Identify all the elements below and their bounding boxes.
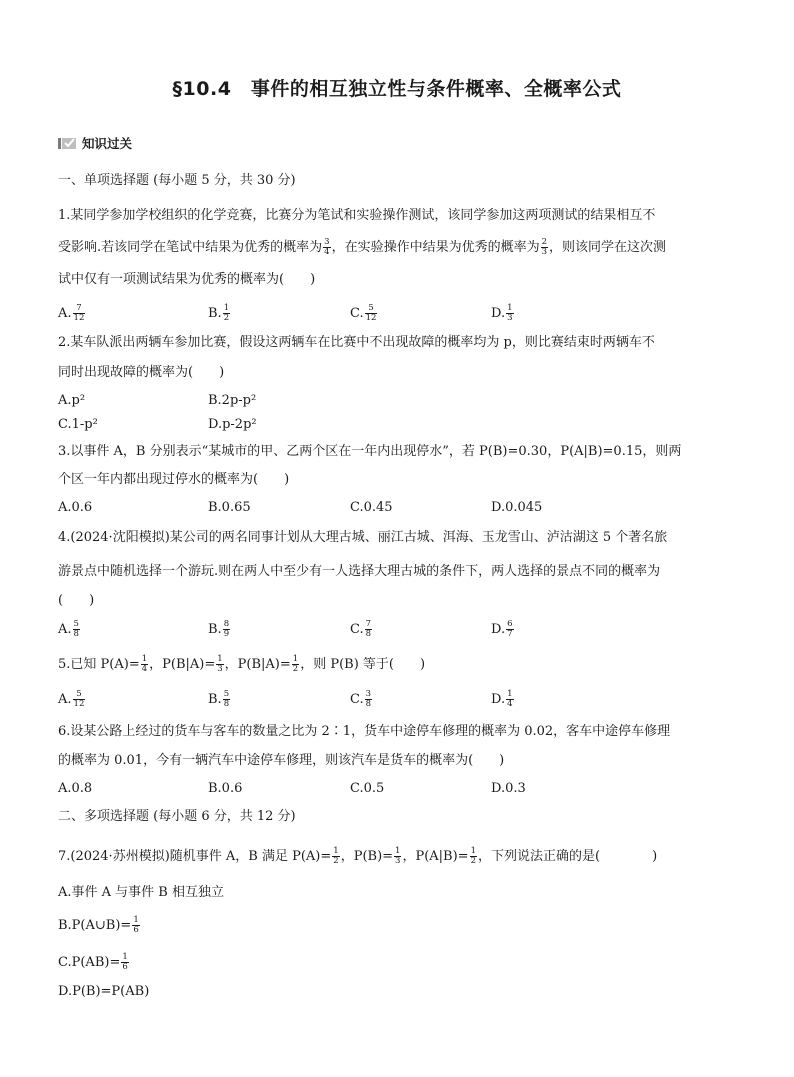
q1-line2	[58, 238, 666, 257]
q3-option-b: B.0.65	[208, 500, 251, 515]
q4-line1: 4.(2024·沈阳模拟)某公司的两名同事计划从大理古城、丽江古城、洱海、玉龙雪山、泸沽湖这 5 个著名旅	[58, 530, 668, 545]
fraction: $\frac{1}{4}$	[141, 654, 148, 674]
q6-option-c: C.0.5	[350, 781, 385, 796]
part1-heading: 一、单项选择题 (每小题 5 分，共 30 分)	[58, 173, 296, 188]
q6-line1: 6.设某公路上经过的货车与客车的数量之比为 2∶1，货车中途停车修理的概率为 0.02，客车中途停车修理	[58, 724, 671, 739]
section-label	[58, 134, 132, 152]
q1-option-c: C. $\frac{5}{12}$	[350, 303, 377, 323]
q1-option-d: D. $\frac{1}{3}$	[491, 303, 513, 323]
q1-line3: 试中仅有一项测试结果为优秀的概率为( )	[58, 272, 316, 287]
q3-option-c: C.0.45	[350, 500, 393, 515]
checkmark-badge-icon	[58, 137, 76, 150]
q1-option-b: B. $\frac{1}{2}$	[208, 303, 230, 323]
q6-option-d: D.0.3	[491, 781, 526, 796]
q5-option-c: C. $\frac{3}{8}$	[350, 689, 372, 709]
fraction: $\frac{2}{3}$	[541, 237, 547, 257]
q1-option-a: A. $\frac{7}{12}$	[58, 303, 85, 323]
fraction: $\frac{1}{2}$	[292, 654, 299, 674]
q5-option-d: D. $\frac{1}{4}$	[491, 689, 513, 709]
q1-line2-a: 受影响.若该同学在笔试中结果为优秀的概率为	[58, 240, 323, 255]
q1-line1: 1.某同学参加学校组织的化学竞赛，比赛分为笔试和实验操作测试，该同学参加这两项测试的结果相互不	[58, 208, 656, 223]
q7-option-d: D.P(B)=P(AB)	[58, 984, 150, 999]
fraction: $\frac{3}{4}$	[324, 237, 330, 257]
q1-line2-b: ，在实验操作中结果为优秀的概率为	[331, 240, 540, 255]
q2-option-d: D.p-2p²	[208, 417, 257, 432]
q5-line1: 5.已知 P(A)= $\frac{1}{4}$ ，P(B|A)= $\frac{1}{3}$ ，P(B|A)= $\frac{1}{2}$ ，则 P(B) 等于( )	[58, 654, 426, 674]
q3-option-a: A.0.6	[58, 500, 93, 515]
fraction: $\frac{1}{3}$	[395, 846, 401, 866]
q7-option-a: A.事件 A 与事件 B 相互独立	[58, 885, 224, 900]
q2-line2: 同时出现故障的概率为( )	[58, 365, 225, 380]
q4-line2: 游景点中随机选择一个游玩.则在两人中至少有一人选择大理古城的条件下，两人选择的景点不同的概率为	[58, 564, 661, 579]
fraction: $\frac{1}{2}$	[470, 846, 476, 866]
q7-line1: 7.(2024·苏州模拟)随机事件 A，B 满足 P(A)= $\frac{1}{2}$ ，P(B)= $\frac{1}{3}$ ，P(A|B)= $\frac{1}{2}$ ，下列说法正确的是( )	[58, 846, 658, 866]
q7-option-c: C.P(AB)= $\frac{1}{6}$	[58, 952, 128, 972]
q4-option-a: A. $\frac{5}{8}$	[58, 619, 79, 639]
fraction: $\frac{1}{3}$	[217, 654, 223, 674]
q2-option-b: B.2p-p²	[208, 393, 257, 408]
q6-option-a: A.0.8	[58, 781, 93, 796]
q1-line2-c: ，则该同学在这次测	[549, 240, 667, 255]
q2-line1: 2.某车队派出两辆车参加比赛，假设这两辆车在比赛中不出现故障的概率均为 p，则比赛结束时两辆车不	[58, 335, 655, 350]
q2-option-a: A.p²	[58, 393, 86, 408]
q5-option-a: A. $\frac{5}{12}$	[58, 689, 85, 709]
fraction: $\frac{1}{2}$	[333, 846, 339, 866]
q4-option-d: D. $\frac{6}{7}$	[491, 619, 513, 639]
q3-line1: 3.以事件 A，B 分别表示“某城市的甲、乙两个区在一年内出现停水”，若 P(B)=0.30，P(A|B)=0.15，则两	[58, 444, 682, 459]
section-label-text: 知识过关	[82, 136, 133, 151]
q7-option-b: B.P(A∪B)= $\frac{1}{6}$	[58, 915, 139, 935]
q3-line2: 个区一年内都出现过停水的概率为( )	[58, 472, 290, 487]
q6-line2: 的概率为 0.01，今有一辆汽车中途停车修理，则该汽车是货车的概率为( )	[58, 753, 505, 768]
q6-option-b: B.0.6	[208, 781, 243, 796]
q4-option-c: C. $\frac{7}{8}$	[350, 619, 372, 639]
q4-line3: ( )	[58, 593, 95, 608]
q5-option-b: B. $\frac{5}{8}$	[208, 689, 230, 709]
page-title: §10.4 事件的相互独立性与条件概率、全概率公式	[172, 78, 622, 100]
q4-option-b: B. $\frac{8}{9}$	[208, 619, 230, 639]
q3-option-d: D.0.045	[491, 500, 543, 515]
q2-option-c: C.1-p²	[58, 417, 98, 432]
part2-heading: 二、多项选择题 (每小题 6 分，共 12 分)	[58, 809, 296, 824]
